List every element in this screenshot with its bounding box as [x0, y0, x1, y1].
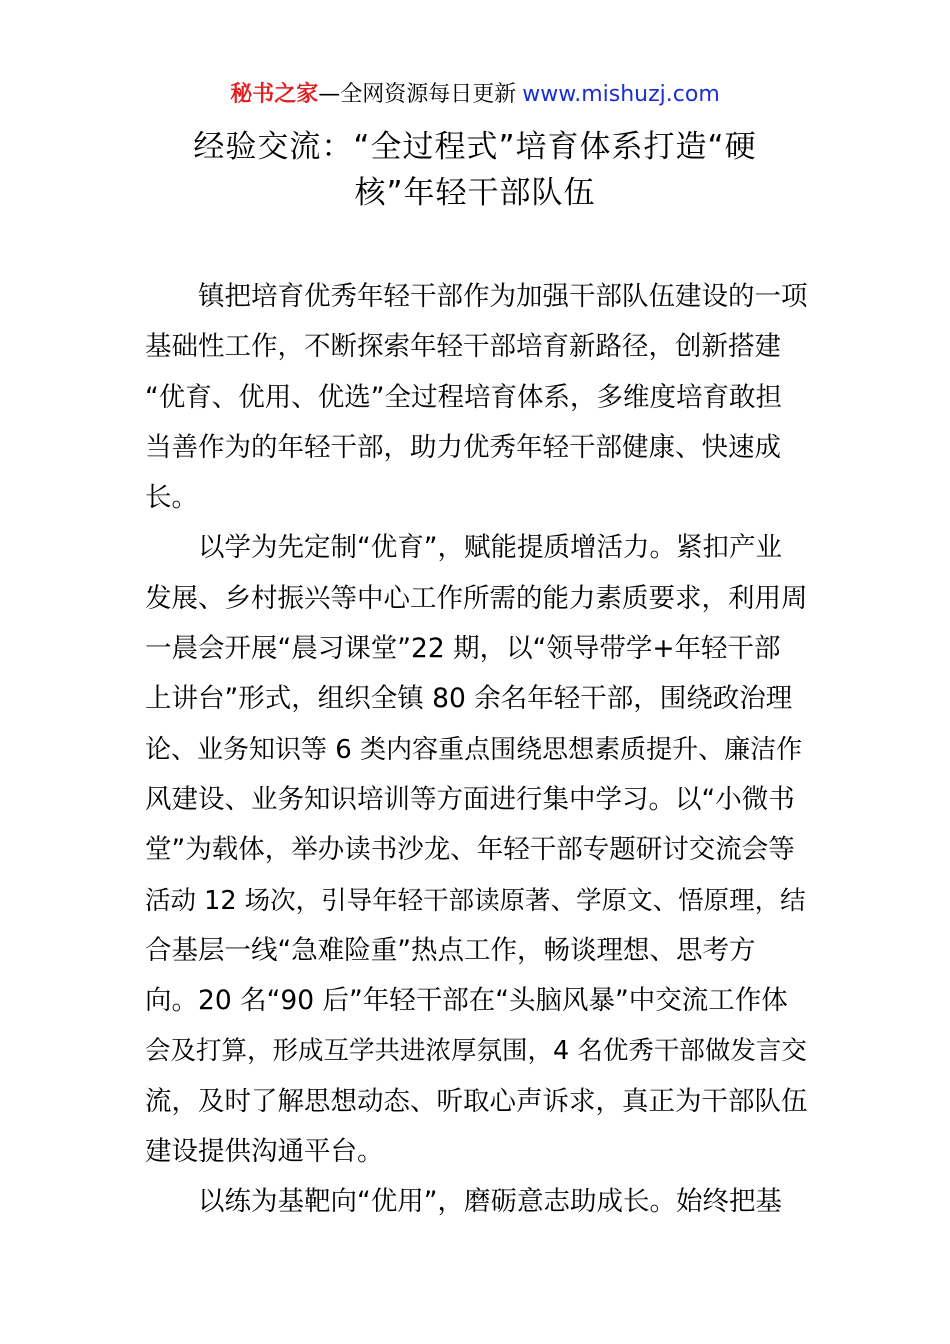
- paragraph-2-line: 活动 12 场次，引导年轻干部读原著、学原文、悟原理，结: [145, 885, 806, 916]
- title-line: 经验交流：“全过程式”培育体系打造“硬: [193, 129, 757, 165]
- paragraph-2-line: 论、业务知识等 6 类内容重点围绕思想素质提升、廉洁作: [145, 734, 803, 765]
- paragraph-2-line: 堂”为载体，举办读书沙龙、年轻干部专题研讨交流会等: [145, 834, 795, 866]
- paragraph-2-line: 合基层一线“急难险重”热点工作，畅谈理想、思考方: [145, 934, 756, 966]
- paragraph-2-line: 建设提供沟通平台。: [145, 1136, 384, 1168]
- paragraph-2-line: 向。20 名“90 后”年轻干部在“头脑风暴”中交流工作体: [145, 985, 788, 1017]
- header-tagline: 全网资源每日更新: [340, 82, 517, 107]
- paragraph-2-line: 一晨会开展“晨习课堂”22 期，以“领导带学+年轻干部: [145, 633, 781, 665]
- document-body: [145, 272, 809, 1228]
- paragraph-1-line: 当善作为的年轻干部，助力优秀年轻干部健康、快速成: [145, 431, 781, 463]
- paragraph-3-line: 以练为基靶向“优用”，磨砺意志助成长。始终把基: [198, 1186, 782, 1218]
- paragraph-2-line: 风建设、业务知识培训等方面进行集中学习。以“小微书: [145, 783, 795, 815]
- paragraph-2-line: 上讲台”形式，组织全镇 80 余名年轻干部，围绕政治理: [145, 683, 793, 715]
- site-header: [0, 80, 950, 110]
- paragraph-2-line: 发展、乡村振兴等中心工作所需的能力素质要求，利用周: [145, 582, 808, 614]
- brand-name: 秘书之家: [230, 82, 319, 107]
- paragraph-1-line: 长。: [145, 482, 198, 514]
- title-line: 核”年轻干部队伍: [354, 175, 596, 211]
- site-url-link[interactable]: www.mishuzj.com: [522, 82, 720, 107]
- paragraph-1-line: 基础性工作，不断探索年轻干部培育新路径，创新搭建: [145, 331, 781, 363]
- paragraph-2-line: 流，及时了解思想动态、听取心声诉求，真正为干部队伍: [145, 1085, 808, 1117]
- header-dash: —: [318, 82, 341, 107]
- paragraph-2-line: 会及打算，形成互学共进浓厚氛围，4 名优秀干部做发言交: [145, 1036, 807, 1067]
- paragraph-1-line: 镇把培育优秀年轻干部作为加强干部队伍建设的一项: [198, 281, 808, 312]
- document-title: [145, 124, 805, 216]
- paragraph-1-line: “优育、优用、优选”全过程培育体系，多维度培育敢担: [145, 381, 782, 413]
- paragraph-2-line: 以学为先定制“优育”，赋能提质增活力。紧扣产业: [198, 532, 782, 564]
